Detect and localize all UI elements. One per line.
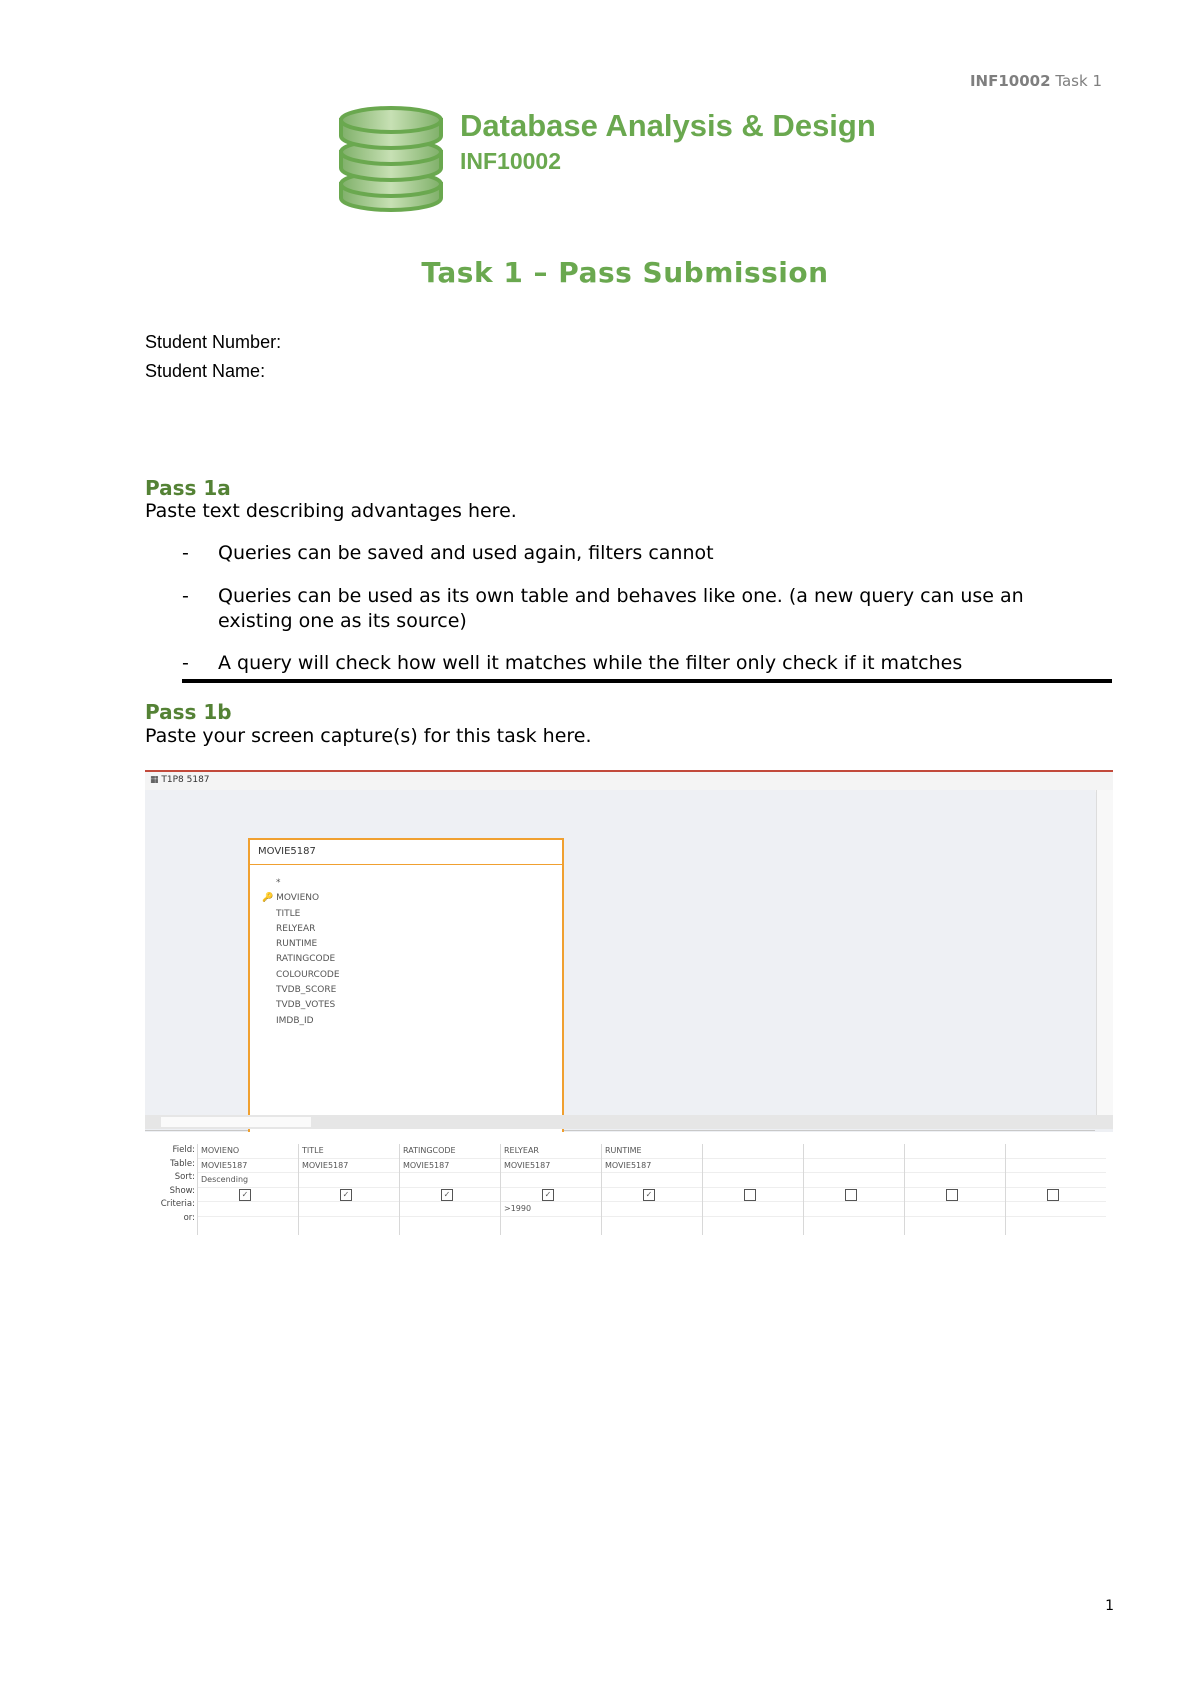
grid-cell-field: MOVIENO — [198, 1144, 298, 1159]
grid-cell-field — [1006, 1144, 1106, 1159]
bullet-dash: - — [182, 652, 189, 674]
grid-cell-criteria — [198, 1202, 298, 1217]
grid-cell-show — [804, 1188, 904, 1203]
grid-column — [803, 1144, 904, 1235]
pass1a-instruction: Paste text describing advantages here. — [145, 500, 517, 522]
grid-cell-show — [400, 1188, 500, 1203]
grid-cell-field — [905, 1144, 1005, 1159]
grid-column — [904, 1144, 1005, 1235]
grid-cell-criteria — [299, 1202, 399, 1217]
field-item: RELYEAR — [276, 923, 316, 934]
logo-code: INF10002 — [460, 148, 562, 174]
grid-row-label: Sort: — [174, 1172, 195, 1182]
field-item: RUNTIME — [276, 939, 318, 950]
grid-cell-criteria — [602, 1202, 702, 1217]
grid-cell-sort — [299, 1173, 399, 1188]
grid-cell-table — [905, 1159, 1005, 1174]
grid-cell-field: TITLE — [299, 1144, 399, 1159]
unchecked-checkbox-icon — [946, 1189, 958, 1201]
checked-checkbox-icon: ✓ — [643, 1189, 655, 1201]
grid-cell-table: MOVIE5187 — [299, 1159, 399, 1174]
checked-checkbox-icon: ✓ — [340, 1189, 352, 1201]
grid-column — [702, 1144, 803, 1235]
grid-cell-field: RATINGCODE — [400, 1144, 500, 1159]
query-tab — [150, 775, 210, 785]
grid-cell-table: MOVIE5187 — [501, 1159, 601, 1174]
database-logo-icon — [335, 106, 447, 214]
grid-row-label: Criteria: — [160, 1199, 195, 1209]
grid-column — [601, 1144, 702, 1235]
unchecked-checkbox-icon — [845, 1189, 857, 1201]
grid-cell-table: MOVIE5187 — [602, 1159, 702, 1174]
field-item: 🔑 MOVIENO — [262, 893, 320, 904]
grid-cell-sort — [602, 1173, 702, 1188]
table-name: MOVIE5187 — [258, 846, 316, 857]
grid-row-label: Field: — [172, 1145, 195, 1155]
grid-cell-table — [804, 1159, 904, 1174]
field-item: TVDB_VOTES — [276, 1000, 336, 1011]
pass1b-instruction: Paste your screen capture(s) for this task here. — [145, 725, 592, 747]
grid-cell-field: RELYEAR — [501, 1144, 601, 1159]
grid-cell-criteria — [804, 1202, 904, 1217]
query-tab-label: T1P8 5187 — [161, 775, 210, 785]
student-number-label: Student Number: — [145, 332, 282, 352]
grid-cell-field: RUNTIME — [602, 1144, 702, 1159]
grid-column — [1005, 1144, 1106, 1235]
field-item: IMDB_ID — [276, 1015, 314, 1026]
grid-cell-show — [198, 1188, 298, 1203]
grid-column — [197, 1144, 298, 1235]
horizontal-scrollbar — [145, 1115, 1113, 1129]
page-number: 1 — [1105, 1598, 1114, 1614]
field-item: TVDB_SCORE — [276, 985, 337, 996]
unchecked-checkbox-icon — [1047, 1189, 1059, 1201]
grid-column — [399, 1144, 500, 1235]
query-tab-bar — [145, 770, 1113, 792]
grid-cell-show — [905, 1188, 1005, 1203]
grid-cell-table: MOVIE5187 — [198, 1159, 298, 1174]
grid-cell-criteria — [703, 1202, 803, 1217]
query-icon: ▦ — [150, 775, 162, 785]
table-header-divider — [250, 864, 562, 865]
grid-row-label: or: — [183, 1212, 195, 1223]
grid-cell-show — [602, 1188, 702, 1203]
unchecked-checkbox-icon — [744, 1189, 756, 1201]
bullet-text: Queries can be saved and used again, filters cannot — [218, 542, 714, 564]
grid-row-label: Show: — [169, 1185, 195, 1196]
field-list — [262, 876, 340, 1029]
query-design-screenshot — [145, 770, 1113, 1235]
grid-cell-sort — [1006, 1173, 1106, 1188]
field-item: * — [276, 878, 281, 888]
grid-row-label: Table: — [170, 1158, 195, 1169]
pass1a-heading: Pass 1a — [145, 476, 231, 500]
logo-title: Database Analysis & Design — [460, 108, 876, 143]
bullet-text: A query will check how well it matches while the filter only check if it matches — [218, 652, 963, 674]
page-title: Task 1 – Pass Submission — [421, 256, 829, 289]
grid-column — [500, 1144, 601, 1235]
grid-cell-criteria — [400, 1202, 500, 1217]
task-label: Task 1 — [1055, 72, 1102, 90]
pass1b-heading: Pass 1b — [145, 700, 232, 724]
scroll-thumb — [161, 1117, 311, 1127]
field-item: TITLE — [276, 908, 301, 919]
checked-checkbox-icon: ✓ — [542, 1189, 554, 1201]
vertical-scrollbar — [1096, 790, 1113, 1115]
grid-cell-sort — [804, 1173, 904, 1188]
grid-cell-criteria: >1990 — [501, 1202, 601, 1217]
field-item: RATINGCODE — [276, 954, 336, 965]
grid-cell-table — [703, 1159, 803, 1174]
grid-cell-show — [299, 1188, 399, 1203]
page-header — [970, 72, 1102, 90]
bullet-text: Queries can be used as its own table and behaves like one. (a new query can use an existing one as its source) — [218, 585, 1024, 632]
grid-cell-criteria — [905, 1202, 1005, 1217]
checked-checkbox-icon: ✓ — [441, 1189, 453, 1201]
grid-cell-table — [1006, 1159, 1106, 1174]
grid-cell-show — [703, 1188, 803, 1203]
grid-cell-show — [1006, 1188, 1106, 1203]
divider-rule — [182, 679, 1112, 683]
grid-cell-field — [804, 1144, 904, 1159]
grid-cell-sort — [501, 1173, 601, 1188]
grid-cell-sort — [400, 1173, 500, 1188]
grid-cell-criteria — [1006, 1202, 1106, 1217]
checked-checkbox-icon: ✓ — [239, 1189, 251, 1201]
field-item: COLOURCODE — [276, 969, 340, 980]
student-name-label: Student Name: — [145, 361, 266, 381]
grid-cell-sort — [905, 1173, 1005, 1188]
bullet-dash: - — [182, 585, 189, 607]
query-grid — [145, 1132, 1113, 1235]
grid-cell-table: MOVIE5187 — [400, 1159, 500, 1174]
grid-cell-sort: Descending — [198, 1173, 298, 1188]
table-field-list — [248, 838, 564, 1137]
bullet-dash: - — [182, 542, 189, 564]
query-design-pane — [145, 790, 1095, 1131]
grid-cell-sort — [703, 1173, 803, 1188]
grid-column — [298, 1144, 399, 1235]
course-code: INF10002 — [969, 72, 1051, 90]
grid-row-labels — [145, 1144, 195, 1225]
grid-cell-field — [703, 1144, 803, 1159]
grid-cell-show — [501, 1188, 601, 1203]
